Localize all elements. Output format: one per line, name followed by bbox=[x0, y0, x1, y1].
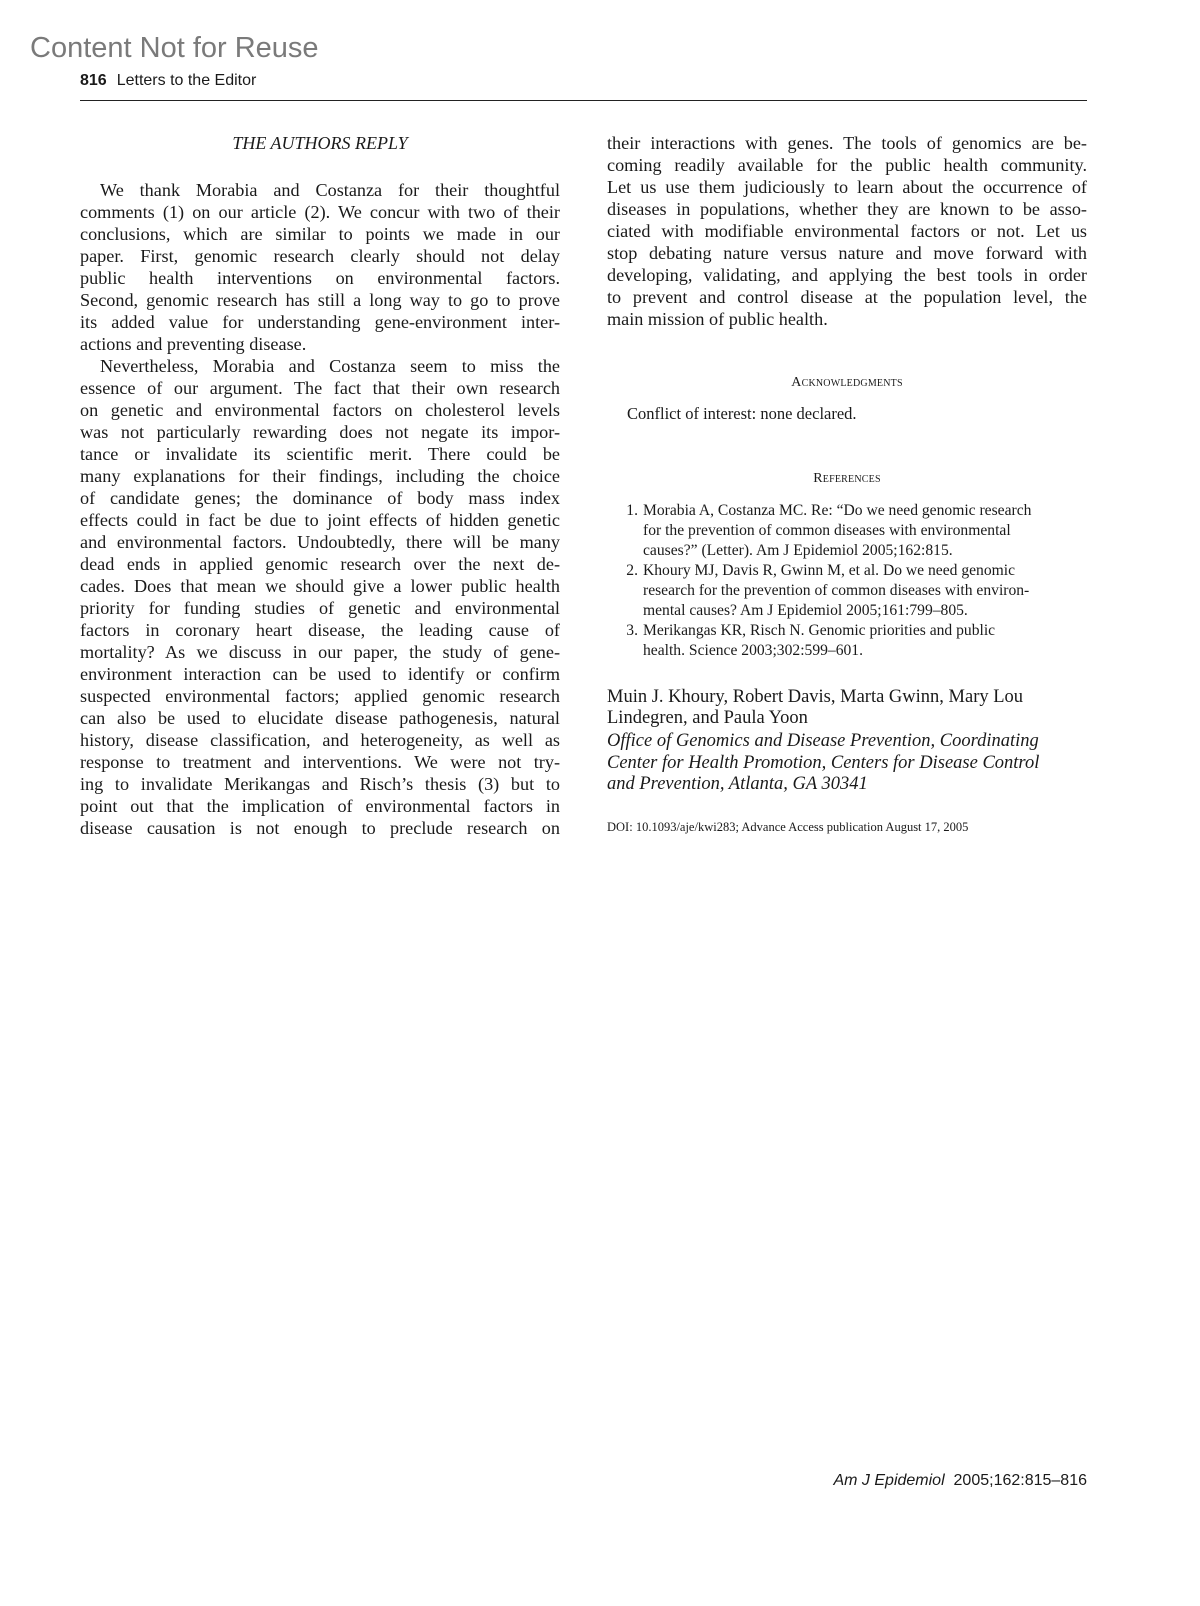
reference-line bbox=[607, 641, 1087, 661]
reference-line bbox=[607, 521, 1087, 541]
text-line: coming readily available for the public health community. bbox=[607, 155, 1087, 175]
text-line: essence of our argument. The fact that their own research bbox=[80, 378, 560, 398]
reference-number: 2. bbox=[626, 562, 638, 579]
author-line: Muin J. Khoury, Robert Davis, Marta Gwinn, Mary Lou bbox=[607, 687, 1024, 707]
text-line: stop debating nature versus nature and move forward with bbox=[607, 243, 1087, 263]
text-line: factors in coronary heart disease, the leading cause of bbox=[80, 620, 560, 640]
reference-number: 3. bbox=[626, 622, 638, 639]
page-number: 816 bbox=[80, 72, 107, 89]
author-list bbox=[607, 687, 1087, 729]
reference-text: Morabia A, Costanza MC. Re: “Do we need genomic research bbox=[643, 502, 1032, 519]
reference-list bbox=[607, 501, 1087, 661]
text-line: of candidate genes; the dominance of body mass index bbox=[80, 488, 560, 508]
paragraph-2 bbox=[80, 355, 560, 839]
acknowledgments-text: Conflict of interest: none declared. bbox=[627, 404, 857, 423]
affiliation-line: Center for Health Promotion, Centers for Disease Control bbox=[607, 752, 1040, 773]
reference-line bbox=[607, 541, 1087, 561]
text-line: was not particularly rewarding does not negate its impor- bbox=[80, 422, 560, 442]
text-line: can also be used to elucidate disease pathogenesis, natural bbox=[80, 708, 560, 728]
text-line: actions and preventing disease. bbox=[80, 334, 307, 354]
reference-text: for the prevention of common diseases with environmental bbox=[643, 522, 1011, 539]
text-line: diseases in populations, whether they are known to be asso- bbox=[607, 199, 1087, 219]
reference-text: causes?” (Letter). Am J Epidemiol 2005;162:815. bbox=[643, 542, 953, 559]
affiliation-line: and Prevention, Atlanta, GA 30341 bbox=[607, 774, 868, 794]
text-line: many explanations for their findings, including the choice bbox=[80, 466, 560, 486]
text-line: dead ends in applied genomic research over the next de- bbox=[80, 554, 560, 574]
reference-line bbox=[607, 581, 1087, 601]
references-heading: References bbox=[813, 471, 881, 486]
text-line: priority for funding studies of genetic and environmental bbox=[80, 598, 560, 618]
reference-text: Merikangas KR, Risch N. Genomic priorities and public bbox=[643, 622, 996, 639]
footer-citation bbox=[833, 1470, 1087, 1492]
text-line: We thank Morabia and Costanza for their thoughtful bbox=[100, 180, 560, 200]
text-line: and environmental factors. Undoubtedly, there will be many bbox=[80, 532, 560, 552]
text-line: their interactions with genes. The tools of genomics are be- bbox=[607, 133, 1087, 153]
text-line: on genetic and environmental factors on cholesterol levels bbox=[80, 400, 560, 420]
paragraph-1 bbox=[80, 179, 560, 355]
text-line: response to treatment and interventions. We were not try- bbox=[80, 752, 560, 772]
section-title: Letters to the Editor bbox=[116, 72, 257, 89]
volume-pages: 2005;162:815–816 bbox=[953, 1472, 1087, 1489]
text-line: cades. Does that mean we should give a lower public health bbox=[80, 576, 560, 596]
text-line: mortality? As we discuss in our paper, the study of gene- bbox=[80, 642, 560, 662]
affiliation bbox=[607, 731, 1087, 796]
text-line: Nevertheless, Morabia and Costanza seem to miss the bbox=[100, 356, 560, 376]
text-line: developing, validating, and applying the best tools in order bbox=[607, 265, 1087, 285]
reference-line bbox=[607, 501, 1087, 521]
text-line: paper. First, genomic research clearly should not delay bbox=[80, 246, 560, 266]
reference-line bbox=[607, 601, 1087, 621]
text-line: conclusions, which are similar to points we made in our bbox=[80, 224, 560, 244]
affiliation-line: Office of Genomics and Disease Prevention, Coordinating bbox=[607, 731, 1039, 751]
text-line: Second, genomic research has still a long way to go to prove bbox=[80, 290, 560, 310]
paragraph-3 bbox=[607, 132, 1087, 330]
text-line: point out that the implication of environmental factors in bbox=[80, 796, 560, 816]
text-line: effects could in fact be due to joint effects of hidden genetic bbox=[80, 510, 560, 530]
reference-line bbox=[607, 621, 1087, 641]
text-line: tance or invalidate its scientific merit. There could be bbox=[80, 444, 560, 464]
article-heading: THE AUTHORS REPLY bbox=[232, 133, 408, 153]
text-line: comments (1) on our article (2). We concur with two of their bbox=[80, 202, 560, 222]
text-line: its added value for understanding gene-environment inter- bbox=[80, 312, 560, 332]
reference-number: 1. bbox=[626, 502, 638, 519]
text-line: public health interventions on environmental factors. bbox=[80, 268, 560, 288]
text-line: to prevent and control disease at the population level, the bbox=[607, 287, 1087, 307]
watermark: Content Not for Reuse bbox=[30, 32, 319, 64]
text-line: main mission of public health. bbox=[607, 309, 828, 329]
author-line: Lindegren, and Paula Yoon bbox=[607, 708, 808, 728]
running-header bbox=[80, 70, 256, 92]
header-rule bbox=[80, 100, 1087, 101]
reference-line bbox=[607, 561, 1087, 581]
reference-text: research for the prevention of common diseases with environ- bbox=[643, 582, 1030, 599]
acknowledgments-heading: Acknowledgments bbox=[791, 375, 903, 390]
doi: DOI: 10.1093/aje/kwi283; Advance Access publication August 17, 2005 bbox=[607, 820, 969, 834]
reference-text: health. Science 2003;302:599–601. bbox=[643, 642, 864, 659]
text-line: suspected environmental factors; applied genomic research bbox=[80, 686, 560, 706]
text-line: environment interaction can be used to identify or confirm bbox=[80, 664, 560, 684]
text-line: disease causation is not enough to preclude research on bbox=[80, 818, 560, 838]
reference-text: Khoury MJ, Davis R, Gwinn M, et al. Do we need genomic bbox=[643, 562, 1016, 579]
journal-name: Am J Epidemiol bbox=[833, 1472, 945, 1489]
text-line: ciated with modifiable environmental factors or not. Let us bbox=[607, 221, 1087, 241]
text-line: ing to invalidate Merikangas and Risch’s thesis (3) but to bbox=[80, 774, 560, 794]
text-line: history, disease classification, and heterogeneity, as well as bbox=[80, 730, 560, 750]
text-line: Let us use them judiciously to learn about the occurrence of bbox=[607, 177, 1087, 197]
reference-text: mental causes? Am J Epidemiol 2005;161:799–805. bbox=[643, 602, 968, 619]
